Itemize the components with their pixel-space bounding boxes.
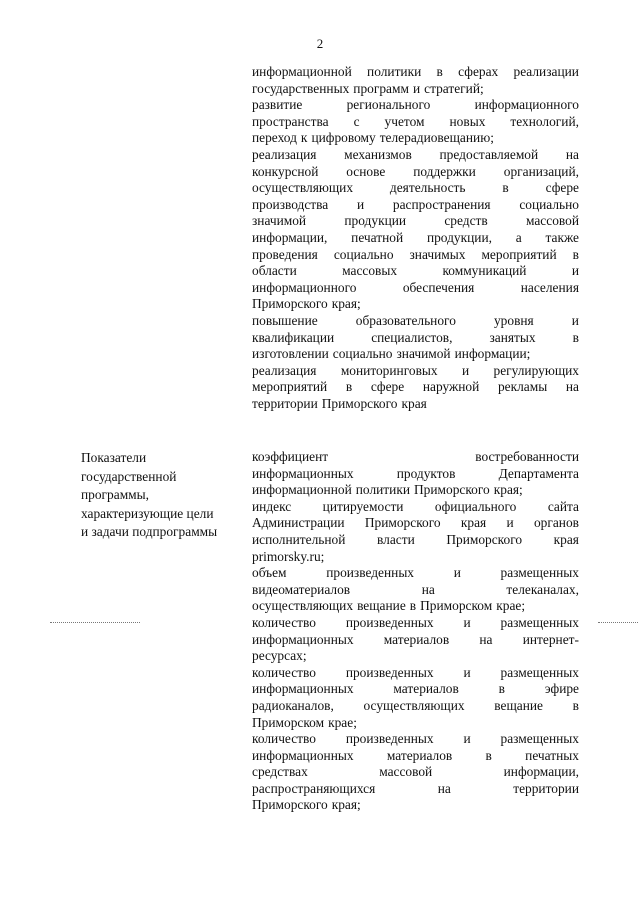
word: поддержки — [413, 163, 476, 179]
word: размещенных — [500, 664, 579, 680]
word: социально — [333, 246, 394, 262]
word: края — [460, 515, 487, 531]
word: Приморского — [321, 395, 398, 411]
word: материалов — [383, 631, 450, 647]
indicators-text-block — [252, 449, 579, 814]
word: информационного — [252, 279, 357, 295]
text-line — [252, 280, 579, 297]
text-line — [252, 147, 579, 164]
word: а — [515, 229, 522, 245]
word: востребованности — [475, 449, 579, 464]
word: эфире — [544, 681, 579, 697]
word: продукции, — [426, 229, 492, 245]
word: территории — [252, 395, 318, 411]
word: реализации — [513, 64, 579, 79]
word: сферах — [458, 64, 499, 79]
heading-line: характеризующие цели — [81, 505, 214, 521]
word: в — [572, 246, 579, 262]
word: квалификации — [252, 329, 335, 345]
word: осуществляющих — [252, 598, 354, 614]
word: и — [463, 664, 471, 680]
word: печатной — [351, 229, 404, 245]
text-line — [252, 482, 579, 499]
word: переход — [252, 130, 297, 146]
word: конкурсной — [252, 163, 319, 179]
word: телеканалах, — [506, 581, 579, 597]
text-line — [252, 330, 579, 347]
word: изготовлении — [252, 346, 329, 362]
text-line — [252, 615, 579, 632]
word: на — [479, 631, 493, 647]
word: размещенных — [500, 614, 579, 630]
text-line — [252, 466, 579, 483]
word: реализация — [252, 146, 317, 162]
word: социально — [332, 346, 393, 362]
word: проведения — [252, 246, 318, 262]
word: продуктов — [396, 465, 456, 481]
word: в — [572, 329, 579, 345]
word: и — [571, 312, 579, 328]
word: количество — [252, 731, 316, 747]
text-line — [252, 64, 579, 81]
word: видеоматериалов — [252, 581, 351, 597]
word: политики — [355, 482, 410, 498]
word: и — [506, 515, 514, 531]
word: в — [498, 681, 505, 697]
word: механизмов — [344, 146, 412, 162]
text-line — [252, 632, 579, 649]
text-line — [252, 313, 579, 330]
text-line — [252, 499, 579, 516]
text-line — [252, 748, 579, 765]
word: печатных — [525, 747, 579, 763]
text-line — [252, 515, 579, 532]
word: крае; — [328, 714, 357, 730]
word: власти — [377, 531, 415, 547]
word: рекламы — [497, 379, 548, 395]
word: вещание — [494, 697, 543, 713]
indicators-heading — [81, 449, 246, 542]
text-line — [252, 731, 579, 748]
word: органов — [533, 515, 579, 531]
word: распространения — [392, 196, 491, 212]
word: предоставляемой — [439, 146, 539, 162]
text-line — [252, 247, 579, 264]
word: продукции — [344, 213, 407, 229]
text-line — [252, 698, 579, 715]
word: с — [353, 113, 360, 129]
word: массовых — [342, 263, 398, 279]
word: осуществляющих — [252, 180, 354, 196]
word: исполнительной — [252, 531, 346, 547]
word: вещание — [357, 598, 406, 614]
word: уровня — [493, 312, 534, 328]
word: на — [421, 581, 435, 597]
word: информационных — [252, 681, 354, 697]
text-line — [252, 681, 579, 698]
word: в — [572, 697, 579, 713]
word: телерадиовещанию; — [379, 130, 494, 146]
word: материалов — [386, 747, 453, 763]
word: информации, — [252, 229, 328, 245]
word: коэффициент — [252, 449, 329, 464]
word: стратегий; — [424, 80, 484, 96]
word: массовой — [379, 764, 433, 780]
word: значимой — [396, 346, 451, 362]
word: на — [565, 379, 579, 395]
word: информационной — [252, 482, 352, 498]
word: и — [463, 731, 471, 747]
word: произведенных — [326, 565, 415, 581]
text-line — [252, 549, 579, 566]
text-line — [252, 598, 579, 615]
word: сфере — [545, 180, 579, 196]
word: мероприятий — [481, 246, 557, 262]
word: в — [345, 379, 353, 395]
word: наружной — [422, 379, 480, 395]
word: информации, — [503, 764, 579, 780]
text-line — [252, 97, 579, 114]
word: края — [553, 531, 579, 547]
word: ресурсах; — [252, 648, 307, 664]
word: занятых — [489, 329, 536, 345]
word: и — [357, 196, 365, 212]
text-line — [252, 197, 579, 214]
word: в — [502, 180, 509, 196]
word: на — [565, 146, 579, 162]
word: и — [463, 614, 471, 630]
word: и — [461, 362, 470, 378]
page-divider-right — [598, 622, 638, 623]
word: реализация — [252, 362, 317, 378]
word: социально — [519, 196, 579, 212]
text-line — [252, 582, 579, 599]
word: учетом — [384, 113, 425, 129]
word: primorsky.ru; — [252, 548, 325, 564]
text-line — [252, 379, 579, 396]
word: Приморского — [446, 531, 523, 547]
text-line — [252, 130, 579, 147]
word: края; — [331, 797, 361, 813]
word: средств — [444, 213, 488, 229]
word: развитие — [252, 97, 303, 113]
text-line — [252, 648, 579, 665]
word: обеспечения — [402, 279, 475, 295]
word: материалов — [393, 681, 459, 697]
word: на — [437, 780, 451, 796]
word: информационного — [474, 97, 579, 113]
word: территории — [513, 780, 579, 796]
word: количество — [252, 614, 316, 630]
word: государственных — [252, 80, 350, 96]
tasks-text-block — [252, 64, 579, 412]
word: Приморского — [252, 296, 328, 312]
word: произведенных — [345, 731, 434, 747]
word: области — [252, 263, 297, 279]
word: интернет- — [522, 631, 579, 647]
text-line — [252, 180, 579, 197]
word: производства — [252, 196, 329, 212]
word: специалистов, — [371, 329, 453, 345]
text-line — [252, 164, 579, 181]
text-line — [252, 449, 579, 466]
word: Приморского — [414, 482, 490, 498]
word: значимых — [409, 246, 466, 262]
word: края; — [331, 296, 361, 312]
word: информационных — [252, 631, 354, 647]
word: коммуникаций — [442, 263, 527, 279]
word: образовательного — [355, 312, 456, 328]
word: размещенных — [500, 565, 579, 581]
text-line — [252, 81, 579, 98]
word: цитируемости — [322, 498, 404, 514]
word: Департамента — [498, 465, 579, 481]
word: размещенных — [500, 731, 579, 747]
word: значимой — [252, 213, 307, 229]
text-line — [252, 781, 579, 798]
word: края — [401, 395, 427, 411]
word: цифровому — [311, 130, 376, 146]
word: информационных — [252, 465, 354, 481]
word: информационных — [252, 747, 354, 763]
word: в — [485, 747, 492, 763]
word: повышение — [252, 312, 318, 328]
heading-line: государственной — [81, 468, 177, 484]
text-line — [252, 715, 579, 732]
word: основе — [346, 163, 386, 179]
word: программ — [353, 80, 409, 96]
word: индекс — [252, 498, 292, 514]
word: осуществляющих — [363, 697, 465, 713]
word: средствах — [252, 764, 308, 780]
heading-line: Показатели — [81, 450, 147, 465]
word: Приморском — [420, 598, 493, 614]
word: и — [412, 80, 421, 96]
word: политики — [367, 64, 422, 79]
word: регионального — [346, 97, 431, 113]
text-line — [252, 797, 579, 814]
word: информационной — [252, 64, 352, 79]
text-line — [252, 565, 579, 582]
word: радиоканалов, — [252, 697, 334, 713]
word: произведенных — [345, 664, 434, 680]
text-line — [252, 230, 579, 247]
text-line — [252, 764, 579, 781]
word: объем — [252, 565, 287, 581]
word: технологий, — [510, 113, 579, 129]
word: деятельность — [389, 180, 466, 196]
word: Приморского — [252, 797, 328, 813]
word: регулирующих — [493, 362, 579, 378]
word: распространяющихся — [252, 780, 376, 796]
text-line — [252, 396, 579, 413]
heading-line: программы, — [81, 487, 149, 502]
word: сайта — [547, 498, 579, 514]
text-line — [252, 296, 579, 313]
word: и — [571, 263, 579, 279]
heading-line: и задачи подпрограммы — [81, 524, 218, 539]
word: также — [545, 229, 579, 245]
text-line — [252, 363, 579, 380]
word: организаций, — [503, 163, 579, 179]
text-line — [252, 263, 579, 280]
word: к — [300, 130, 308, 146]
word: и — [453, 565, 461, 581]
word: Приморского — [364, 515, 441, 531]
page-divider-left — [50, 622, 140, 623]
text-line — [252, 665, 579, 682]
word: произведенных — [345, 614, 434, 630]
text-line — [252, 532, 579, 549]
word: количество — [252, 664, 316, 680]
word: крае; — [496, 598, 526, 614]
text-line — [252, 346, 579, 363]
word: мероприятий — [252, 379, 328, 395]
text-line — [252, 213, 579, 230]
word: Приморском — [252, 714, 325, 730]
word: сфере — [370, 379, 405, 395]
word: официального — [434, 498, 517, 514]
word: в — [436, 64, 443, 79]
word: информации; — [454, 346, 531, 362]
word: новых — [449, 113, 486, 129]
word: Администрации — [252, 515, 345, 531]
word: населения — [520, 279, 579, 295]
word: в — [409, 598, 417, 614]
word: края; — [493, 482, 523, 498]
word: пространства — [252, 113, 329, 129]
word: мониторинговых — [340, 362, 438, 378]
page-number: 2 — [316, 36, 324, 51]
word: массовой — [525, 213, 579, 229]
text-line — [252, 114, 579, 131]
